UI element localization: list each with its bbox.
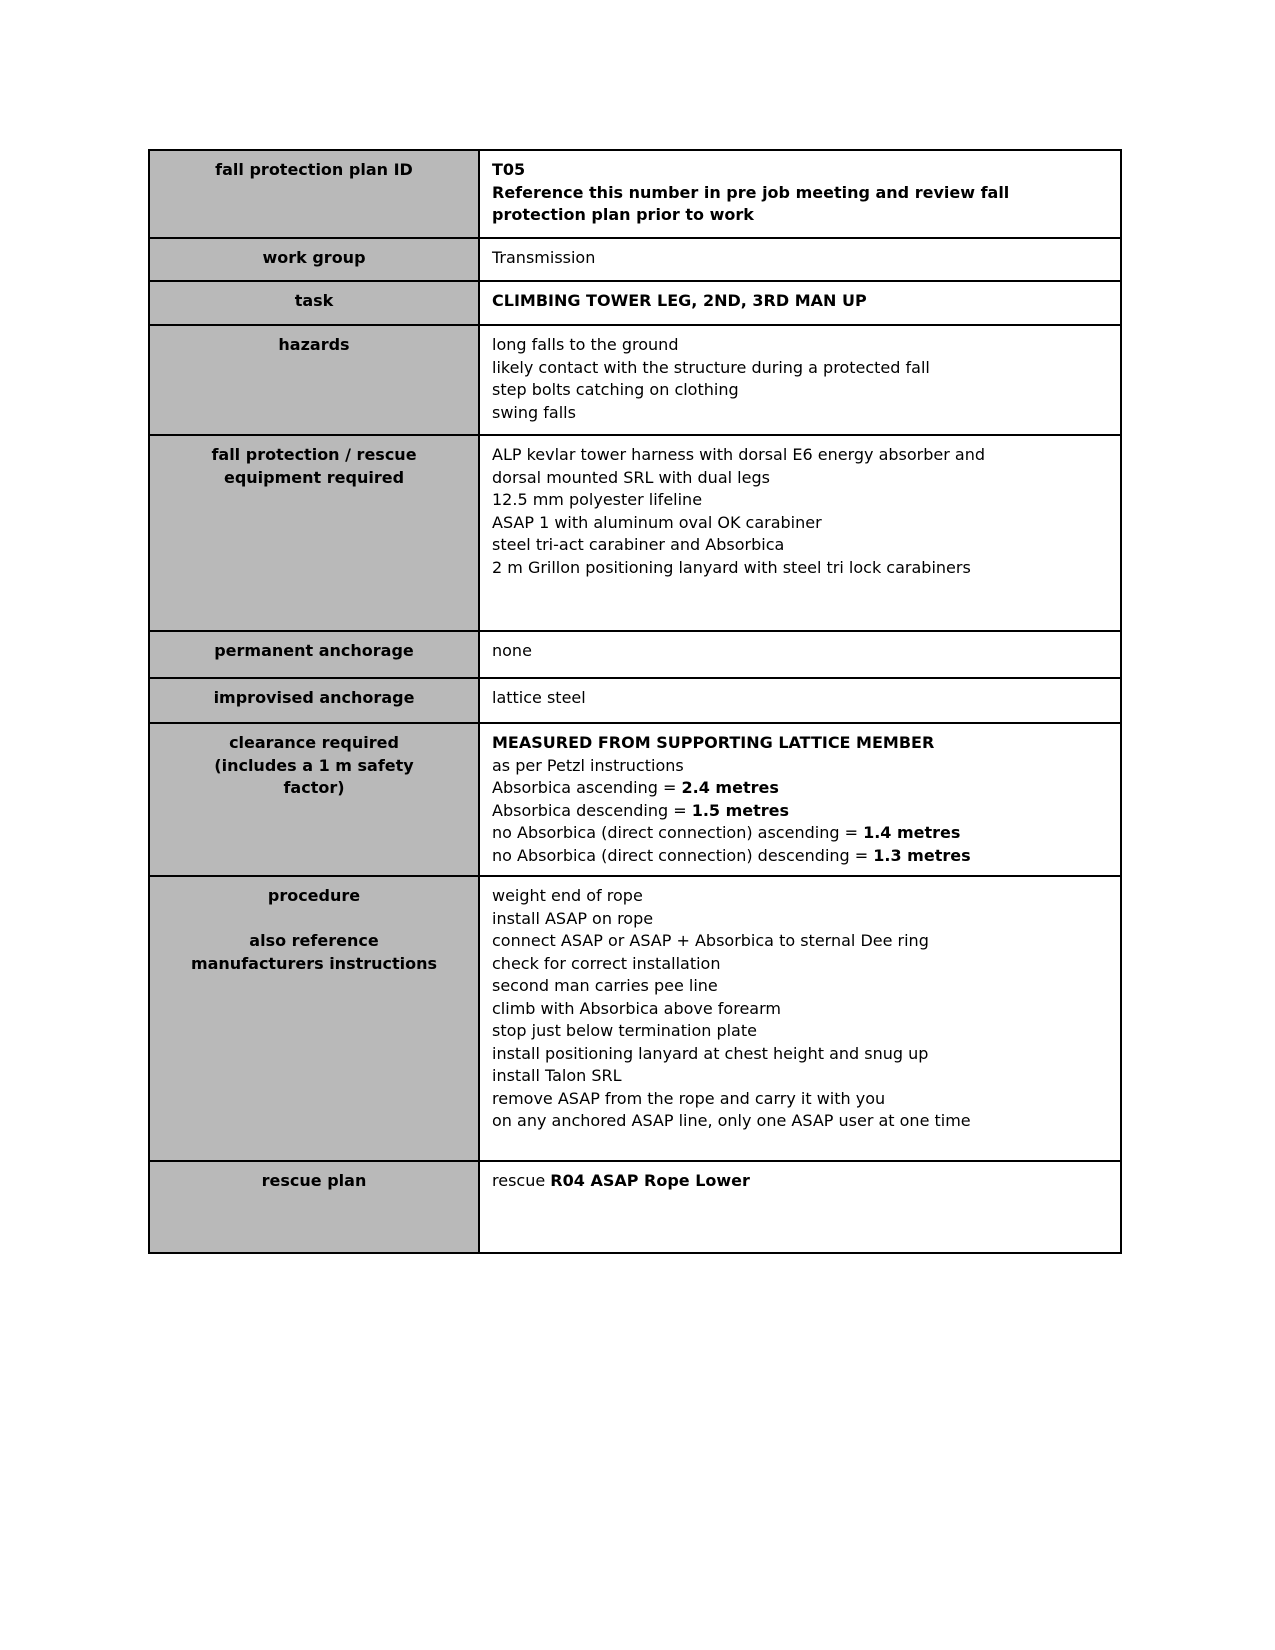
clearance-required-text-segment: 1.4 metres	[863, 823, 961, 842]
clearance-required-text-segment: Absorbica descending =	[492, 800, 692, 820]
table-row-rescue-plan	[149, 1161, 1121, 1253]
procedure-content-line	[492, 930, 1108, 953]
hazards-content-line	[492, 357, 1108, 380]
table-row-permanent-anchorage	[149, 631, 1121, 678]
equipment-content-line	[492, 557, 1108, 580]
equipment-text-segment: steel tri-act carabiner and Absorbica	[492, 535, 785, 554]
procedure-label-line: procedure	[267, 886, 361, 905]
work-group-content-line	[492, 247, 1108, 270]
equipment-label-cell	[149, 435, 479, 631]
plan-id-text-segment: protection plan prior to work	[492, 205, 754, 224]
equipment-label-line: fall protection / rescue	[211, 445, 417, 464]
procedure-text-segment: install positioning lanyard at chest height and snug up	[492, 1043, 929, 1063]
procedure-content-cell	[479, 876, 1121, 1161]
clearance-required-text-segment: 1.5 metres	[691, 800, 790, 820]
equipment-content-line	[492, 467, 1108, 490]
procedure-text-segment: on any anchored ASAP line, only one ASAP user at one time	[492, 1111, 971, 1130]
table-row-equipment	[149, 435, 1121, 631]
procedure-text-segment: connect ASAP or ASAP + Absorbica to sternal Dee ring	[492, 931, 929, 950]
rescue-plan-text-segment: R04 ASAP Rope Lower	[550, 1171, 750, 1190]
plan-id-label-line: fall protection plan ID	[215, 160, 413, 179]
procedure-text-segment: install Talon SRL	[492, 1066, 622, 1085]
plan-id-content-line	[492, 159, 1108, 182]
table-row-work-group	[149, 238, 1121, 281]
clearance-required-label-line: factor)	[283, 778, 345, 797]
clearance-required-label-line: (includes a 1 m safety	[214, 755, 414, 775]
permanent-anchorage-content-cell	[479, 631, 1121, 678]
table-row-procedure	[149, 876, 1121, 1161]
plan-id-content-line	[492, 182, 1108, 205]
procedure-content-line	[492, 885, 1108, 908]
improvised-anchorage-content-line	[492, 687, 1108, 710]
clearance-required-content-cell	[479, 723, 1121, 876]
procedure-content-line	[492, 1065, 1108, 1088]
improvised-anchorage-label-line: improvised anchorage	[213, 688, 415, 707]
procedure-content-line	[492, 953, 1108, 976]
permanent-anchorage-text-segment: none	[492, 641, 532, 660]
clearance-required-text-segment: 1.3 metres	[873, 845, 971, 865]
procedure-label-line: manufacturers instructions	[190, 953, 438, 973]
equipment-content-line	[492, 534, 1108, 557]
clearance-required-text-segment: MEASURED FROM SUPPORTING LATTICE MEMBER	[492, 733, 935, 752]
equipment-text-segment: 2 m Grillon positioning lanyard with steel tri lock carabiners	[492, 557, 971, 577]
clearance-required-text-segment: Absorbica ascending =	[492, 778, 682, 797]
procedure-content-line	[492, 998, 1108, 1021]
clearance-required-text-segment: 2.4 metres	[681, 778, 779, 797]
clearance-required-content-line	[492, 732, 1108, 755]
clearance-required-content-line	[492, 755, 1108, 778]
work-group-label-line: work group	[262, 248, 366, 267]
rescue-plan-text-segment: rescue	[492, 1171, 551, 1190]
hazards-content-line	[492, 334, 1108, 357]
procedure-label-line	[158, 908, 470, 931]
procedure-label-line: also reference	[249, 931, 379, 950]
table-row-improvised-anchorage	[149, 678, 1121, 723]
permanent-anchorage-content-line	[492, 640, 1108, 663]
procedure-text-segment: weight end of rope	[492, 886, 643, 905]
task-content-cell	[479, 281, 1121, 325]
rescue-plan-label-line: rescue plan	[261, 1171, 367, 1190]
equipment-label-line: equipment required	[223, 467, 405, 487]
clearance-required-text-segment: as per Petzl instructions	[492, 755, 684, 775]
table-row-hazards	[149, 325, 1121, 435]
hazards-text-segment: likely contact with the structure during a protected fall	[492, 357, 930, 377]
procedure-content-line	[492, 1043, 1108, 1066]
plan-id-content-cell	[479, 150, 1121, 238]
fall-protection-plan-table	[148, 149, 1122, 1254]
clearance-required-content-line	[492, 822, 1108, 845]
task-text-segment: CLIMBING TOWER LEG, 2ND, 3RD MAN UP	[492, 291, 867, 310]
equipment-text-segment: 12.5 mm polyester lifeline	[492, 490, 703, 509]
clearance-required-text-segment: no Absorbica (direct connection) descending =	[492, 845, 874, 865]
equipment-content-line	[492, 512, 1108, 535]
rescue-plan-content-line	[492, 1170, 1108, 1193]
rescue-plan-label-cell	[149, 1161, 479, 1253]
work-group-content-cell	[479, 238, 1121, 281]
improvised-anchorage-label-cell	[149, 678, 479, 723]
table-row-plan-id	[149, 150, 1121, 238]
hazards-text-segment: step bolts catching on clothing	[492, 380, 739, 399]
hazards-content-cell	[479, 325, 1121, 435]
work-group-label-cell	[149, 238, 479, 281]
improvised-anchorage-text-segment: lattice steel	[492, 688, 586, 707]
plan-id-text-segment: Reference this number in pre job meeting and review fall	[492, 182, 1010, 202]
table-row-clearance-required	[149, 723, 1121, 876]
clearance-required-text-segment: no Absorbica (direct connection) ascending =	[492, 823, 864, 842]
hazards-label-cell	[149, 325, 479, 435]
procedure-label-cell	[149, 876, 479, 1161]
equipment-text-segment: dorsal mounted SRL with dual legs	[492, 467, 770, 487]
procedure-content-line	[492, 1088, 1108, 1111]
plan-id-label-cell	[149, 150, 479, 238]
equipment-content-cell	[479, 435, 1121, 631]
procedure-text-segment: climb with Absorbica above forearm	[492, 998, 781, 1018]
procedure-text-segment: second man carries pee line	[492, 976, 718, 995]
procedure-content-line	[492, 975, 1108, 998]
procedure-content-line	[492, 1020, 1108, 1043]
procedure-text-segment: stop just below termination plate	[492, 1021, 757, 1040]
clearance-required-content-line	[492, 800, 1108, 823]
task-content-line	[492, 290, 1108, 313]
hazards-text-segment: swing falls	[492, 402, 576, 422]
rescue-plan-content-cell	[479, 1161, 1121, 1253]
hazards-label-line: hazards	[278, 335, 350, 354]
hazards-text-segment: long falls to the ground	[492, 335, 679, 354]
task-label-cell	[149, 281, 479, 325]
procedure-content-line	[492, 1110, 1108, 1133]
improvised-anchorage-content-cell	[479, 678, 1121, 723]
task-label-line: task	[294, 291, 334, 310]
procedure-text-segment: check for correct installation	[492, 953, 721, 973]
clearance-required-content-line	[492, 777, 1108, 800]
equipment-content-line	[492, 444, 1108, 467]
table-row-task	[149, 281, 1121, 325]
plan-id-text-segment: T05	[492, 160, 526, 179]
equipment-text-segment: ASAP 1 with aluminum oval OK carabiner	[492, 512, 822, 532]
hazards-content-line	[492, 379, 1108, 402]
plan-id-content-line	[492, 204, 1108, 227]
permanent-anchorage-label-cell	[149, 631, 479, 678]
equipment-text-segment: ALP kevlar tower harness with dorsal E6 energy absorber and	[492, 445, 986, 464]
permanent-anchorage-label-line: permanent anchorage	[214, 641, 414, 660]
clearance-required-label-line: clearance required	[229, 733, 399, 752]
procedure-content-line	[492, 908, 1108, 931]
equipment-content-line	[492, 489, 1108, 512]
work-group-text-segment: Transmission	[492, 248, 596, 267]
fall-protection-plan-table-body	[149, 150, 1121, 1253]
procedure-text-segment: install ASAP on rope	[492, 908, 654, 928]
procedure-text-segment: remove ASAP from the rope and carry it with you	[492, 1088, 886, 1108]
hazards-content-line	[492, 402, 1108, 425]
clearance-required-content-line	[492, 845, 1108, 868]
clearance-required-label-cell	[149, 723, 479, 876]
